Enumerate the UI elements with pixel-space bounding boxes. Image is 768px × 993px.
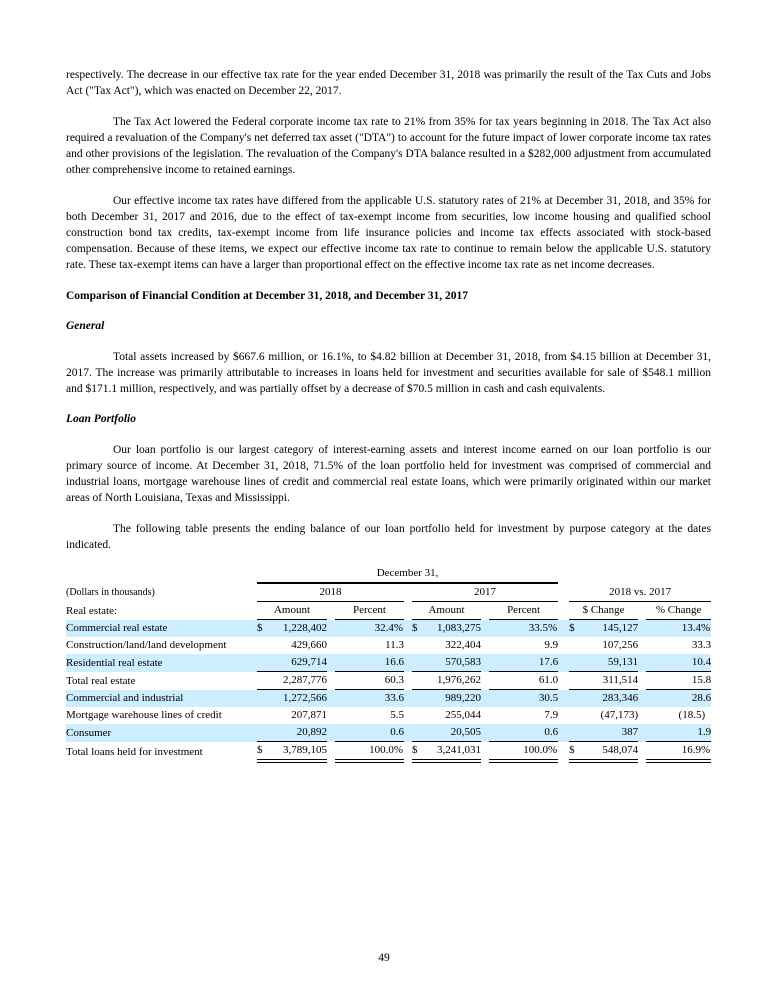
spacer xyxy=(558,583,569,602)
paragraph-effective-tax-rates: Our effective income tax rates have differed from the applicable U.S. statutory rates of 21% at December 31, 2018, and 35% for both December 31, 2017 and 2016, due to the effect of tax-exempt income from securities, low income housing and qualified school construction bond tax credits, tax-exempt income from life insurance policies and income tax effects associated with stock-based compensation. Because of these items, we expect our effective income tax rate to continue to remain below the applicable U.S. statutory rate. These tax-exempt items can have a larger than proportional effect on the effective income tax rate as net income decreases. xyxy=(66,195,711,271)
percent-change: 10.4 xyxy=(646,654,711,672)
row-label: Commercial and industrial xyxy=(66,690,257,708)
currency-symbol-change: $ xyxy=(569,620,582,638)
percent-2017: 0.6 xyxy=(489,724,558,742)
percent-2017: 7.9 xyxy=(544,709,559,721)
spacer xyxy=(404,583,412,602)
currency-symbol-change xyxy=(569,672,582,690)
spacer xyxy=(558,602,569,620)
document-content xyxy=(66,67,711,763)
row-label: Consumer xyxy=(66,724,257,742)
currency-symbol-2017 xyxy=(412,724,425,742)
paragraph-table-intro: The following table presents the ending balance of our loan portfolio held for investment by purpose category at the dates indicated. xyxy=(66,523,711,551)
spacer xyxy=(327,654,335,672)
spacer xyxy=(404,690,412,708)
spacer xyxy=(558,654,569,672)
percent-2017: 17.6 xyxy=(489,654,558,672)
currency-symbol-change xyxy=(569,690,582,708)
amount-2018: 20,892 xyxy=(271,724,327,742)
currency-symbol-2017 xyxy=(412,637,425,654)
percent-2018: 60.3 xyxy=(335,672,404,690)
currency-symbol-2017 xyxy=(412,707,425,724)
spacer xyxy=(404,672,412,690)
spacer xyxy=(327,742,335,762)
percent-2018: 0.6 xyxy=(335,724,404,742)
table-header-date-row xyxy=(66,565,711,583)
percent-2018-column-header: Percent xyxy=(335,602,404,620)
percent-change: 1.9 xyxy=(646,724,711,742)
spacer xyxy=(481,637,489,654)
percent-change: 33.3 xyxy=(691,639,712,651)
percent-2018: 32.4% xyxy=(335,620,404,638)
currency-symbol-change xyxy=(569,707,582,724)
row-label: Construction/land/land development xyxy=(66,639,227,651)
page-number: 49 xyxy=(378,952,390,964)
currency-symbol-2018 xyxy=(257,724,271,742)
currency-symbol-2018: $ xyxy=(257,620,271,638)
amount-2017: 570,583 xyxy=(425,654,481,672)
spacer xyxy=(638,690,646,708)
table-row xyxy=(66,707,711,724)
amount-2017: 989,220 xyxy=(425,690,481,708)
spacer xyxy=(481,672,489,690)
currency-symbol-change xyxy=(569,637,582,654)
currency-symbol-2018 xyxy=(257,707,271,724)
amount-2017: 20,505 xyxy=(425,724,481,742)
dollar-change: 387 xyxy=(582,724,638,742)
dollar-change-column-header: $ Change xyxy=(569,602,638,620)
spacer xyxy=(404,637,412,654)
row-label: Total loans held for investment xyxy=(66,746,203,758)
spacer xyxy=(558,742,569,762)
amount-2017: 255,044 xyxy=(445,709,481,721)
table-row xyxy=(66,637,711,654)
currency-symbol-2017: $ xyxy=(412,742,425,762)
row-label: Commercial real estate xyxy=(66,620,257,638)
loan-portfolio-table xyxy=(66,565,711,763)
spacer xyxy=(638,742,646,762)
row-label: Total real estate xyxy=(66,674,136,687)
spacer xyxy=(558,707,569,724)
dollar-change: 145,127 xyxy=(582,620,638,638)
percent-2018: 33.6 xyxy=(335,690,404,708)
spacer xyxy=(638,637,646,654)
dollar-change: 283,346 xyxy=(582,690,638,708)
percent-2018: 11.3 xyxy=(385,639,404,651)
amount-2018: 2,287,776 xyxy=(271,672,327,690)
currency-symbol-2017 xyxy=(412,654,425,672)
spacer xyxy=(404,602,412,620)
row-label: Residential real estate xyxy=(66,654,257,672)
section-heading-comparison: Comparison of Financial Condition at December 31, 2018, and December 31, 2017 xyxy=(66,290,469,302)
percent-2017: 61.0 xyxy=(489,672,558,690)
spacer xyxy=(638,724,646,742)
currency-symbol-2018 xyxy=(257,672,271,690)
paragraph-tax-rate-decrease: respectively. The decrease in our effective tax rate for the year ended December 31, 2018 was primarily the result of the Tax Cuts and Jobs Act ("Tax Act"), which was enacted on December 22, 2017. xyxy=(66,69,711,97)
amount-2017-column-header: Amount xyxy=(412,602,481,620)
year-2017-header: 2017 xyxy=(412,583,558,602)
spacer xyxy=(638,602,646,620)
amount-2018: 1,228,402 xyxy=(271,620,327,638)
percent-change-column-header: % Change xyxy=(646,602,711,620)
spacer xyxy=(327,707,335,724)
amount-2017: 3,241,031 xyxy=(425,742,481,762)
spacer xyxy=(404,707,412,724)
table-header-columns-row xyxy=(66,602,711,620)
amount-2018: 3,789,105 xyxy=(271,742,327,762)
percent-2017-column-header: Percent xyxy=(489,602,558,620)
subsection-heading-general: General xyxy=(66,320,105,332)
spacer xyxy=(638,672,646,690)
amount-2017: 322,404 xyxy=(445,639,481,651)
dollar-change: 311,514 xyxy=(582,672,638,690)
currency-symbol-change xyxy=(569,654,582,672)
section-label-real-estate: Real estate: xyxy=(66,604,118,617)
spacer xyxy=(569,565,711,583)
amount-2018-column-header: Amount xyxy=(257,602,327,620)
spacer xyxy=(327,637,335,654)
percent-change: (18.5) xyxy=(678,709,706,721)
percent-2018: 5.5 xyxy=(390,709,404,721)
amount-2018: 429,660 xyxy=(291,639,327,651)
spacer xyxy=(638,654,646,672)
dollar-change: (47,173) xyxy=(600,709,639,721)
year-comparison-header: 2018 vs. 2017 xyxy=(569,583,711,602)
percent-2018: 16.6 xyxy=(335,654,404,672)
table-row xyxy=(66,690,711,708)
currency-symbol-change: $ xyxy=(569,742,582,762)
amount-2017: 1,976,262 xyxy=(425,672,481,690)
amount-2018: 1,272,566 xyxy=(271,690,327,708)
spacer xyxy=(404,724,412,742)
percent-change: 15.8 xyxy=(646,672,711,690)
table-row xyxy=(66,724,711,742)
spacer xyxy=(558,724,569,742)
table-row xyxy=(66,742,711,762)
spacer xyxy=(404,620,412,638)
currency-symbol-2018 xyxy=(257,654,271,672)
amount-2018: 207,871 xyxy=(291,709,327,721)
spacer xyxy=(481,654,489,672)
dollars-in-thousands-note: (Dollars in thousands) xyxy=(66,586,155,598)
spacer xyxy=(327,602,335,620)
dollar-change: 107,256 xyxy=(602,639,639,651)
percent-change: 13.4% xyxy=(646,620,711,638)
spacer xyxy=(66,565,257,583)
spacer xyxy=(481,602,489,620)
percent-change: 16.9% xyxy=(646,742,711,762)
table-row xyxy=(66,620,711,638)
paragraph-tax-act: The Tax Act lowered the Federal corporate income tax rate to 21% from 35% for tax years beginning in 2018. The Tax Act also required a revaluation of the Company's net deferred tax asset ("DTA") to account for the future impact of lower corporate income tax rates and other provisions of the legislation. The revaluation of the Company's DTA balance resulted in a $282,000 adjustment from accumulated other comprehensive income to retained earnings. xyxy=(66,116,711,176)
percent-2017: 33.5% xyxy=(489,620,558,638)
spacer xyxy=(481,742,489,762)
currency-symbol-2018 xyxy=(257,690,271,708)
spacer xyxy=(481,707,489,724)
table-row xyxy=(66,672,711,690)
percent-2017: 100.0% xyxy=(489,742,558,762)
dollar-change: 548,074 xyxy=(582,742,638,762)
spacer xyxy=(404,654,412,672)
spacer xyxy=(558,672,569,690)
spacer xyxy=(327,672,335,690)
spacer xyxy=(558,565,569,583)
spacer xyxy=(481,620,489,638)
spacer xyxy=(558,690,569,708)
year-2018-header: 2018 xyxy=(257,583,404,602)
table-row xyxy=(66,654,711,672)
currency-symbol-2017 xyxy=(412,690,425,708)
spacer xyxy=(638,620,646,638)
currency-symbol-2018 xyxy=(257,637,271,654)
currency-symbol-change xyxy=(569,724,582,742)
currency-symbol-2017 xyxy=(412,672,425,690)
amount-2018: 629,714 xyxy=(271,654,327,672)
dollar-change: 59,131 xyxy=(582,654,638,672)
percent-change: 28.6 xyxy=(646,690,711,708)
table-header-year-row xyxy=(66,583,711,602)
subsection-heading-loan-portfolio: Loan Portfolio xyxy=(66,413,136,425)
percent-2017: 30.5 xyxy=(489,690,558,708)
spacer xyxy=(481,690,489,708)
currency-symbol-2018: $ xyxy=(257,742,271,762)
spacer xyxy=(327,620,335,638)
percent-2018: 100.0% xyxy=(335,742,404,762)
spacer xyxy=(558,620,569,638)
spacer xyxy=(638,707,646,724)
percent-2017: 9.9 xyxy=(544,639,559,651)
spacer xyxy=(558,637,569,654)
spacer xyxy=(481,724,489,742)
spacer xyxy=(327,690,335,708)
currency-symbol-2017: $ xyxy=(412,620,425,638)
spacer xyxy=(404,742,412,762)
paragraph-total-assets: Total assets increased by $667.6 million, or 16.1%, to $4.82 billion at December 31, 2018, from $4.15 billion at December 31, 2017. The increase was primarily attributable to increases in loans held for investment and securities available for sale of $548.1 million and $171.1 million, respectively, and was partially offset by a decrease of $70.5 million in cash and cash equivalents. xyxy=(66,351,711,395)
amount-2017: 1,083,275 xyxy=(425,620,481,638)
paragraph-loan-portfolio: Our loan portfolio is our largest category of interest-earning assets and interest income earned on our loan portfolio is our primary source of income. At December 31, 2018, 71.5% of the loan portfolio held for investment was comprised of commercial and industrial loans, mortgage warehouse lines of credit and commercial real estate loans, which were primarily originated within our market areas of North Louisiana, Texas and Mississippi. xyxy=(66,444,711,504)
date-group-header: December 31, xyxy=(257,565,558,583)
row-label: Mortgage warehouse lines of credit xyxy=(66,709,222,721)
spacer xyxy=(327,724,335,742)
